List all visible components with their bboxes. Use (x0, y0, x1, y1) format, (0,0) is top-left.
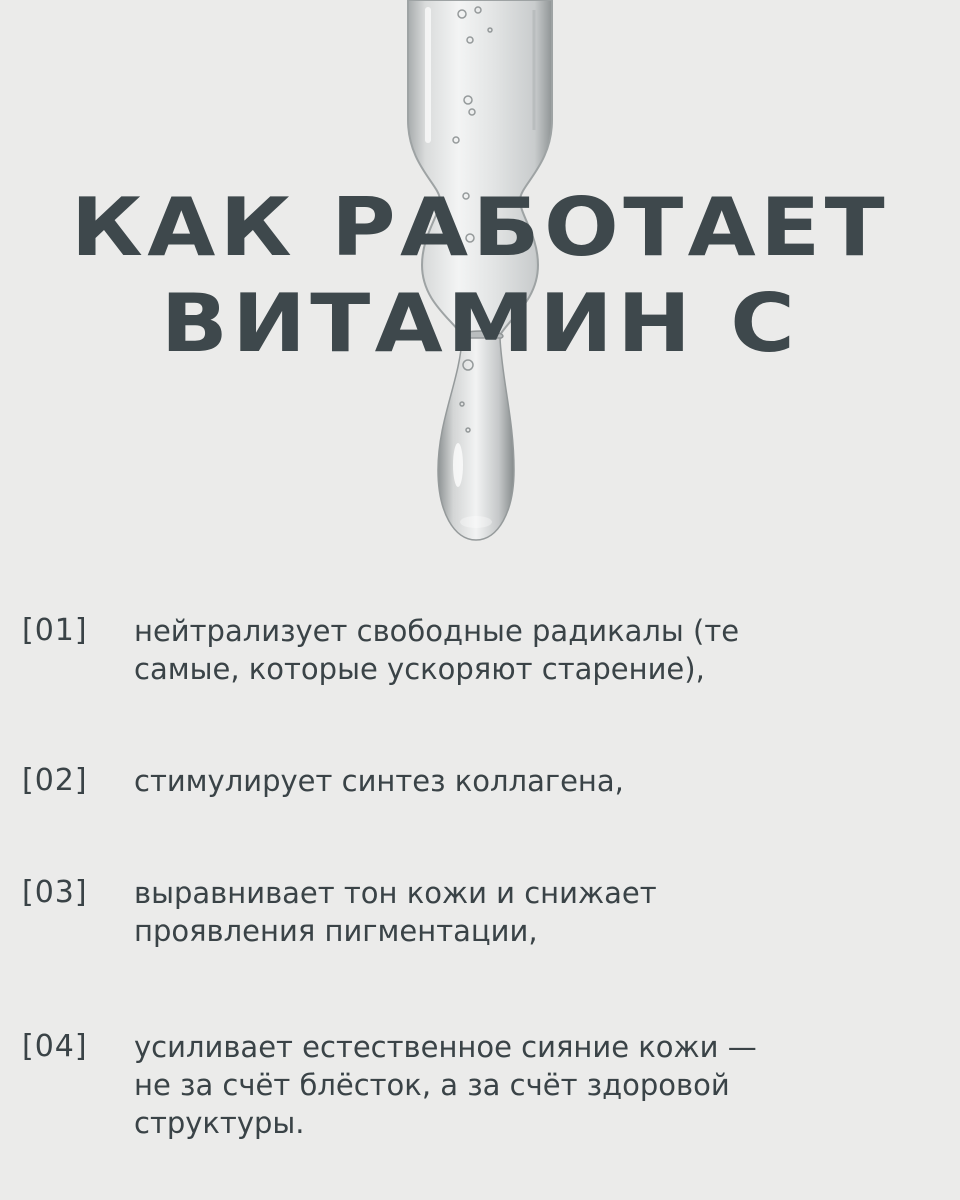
title-line-1: КАК РАБОТАЕТ (70, 181, 890, 274)
item-text: стимулирует синтез коллагена, (134, 764, 624, 798)
list-item (22, 874, 774, 950)
item-text: нейтрализует свободные радикалы (те самые, которые ускоряют старение), (134, 614, 740, 686)
item-number: [02] (22, 763, 88, 798)
item-text: выравнивает тон кожи и снижает проявления пигментации, (134, 876, 657, 948)
list-item (22, 1028, 774, 1142)
item-text: усиливает естественное сияние кожи — не за счёт блёсток, а за счёт здоровой структуры. (134, 1030, 757, 1140)
item-number: [01] (22, 613, 88, 648)
item-number: [04] (22, 1029, 88, 1064)
title-line-2: ВИТАМИН С (160, 277, 800, 370)
list-item (22, 762, 774, 800)
list-item (22, 612, 774, 688)
page-title (0, 180, 960, 372)
item-number: [03] (22, 875, 88, 910)
